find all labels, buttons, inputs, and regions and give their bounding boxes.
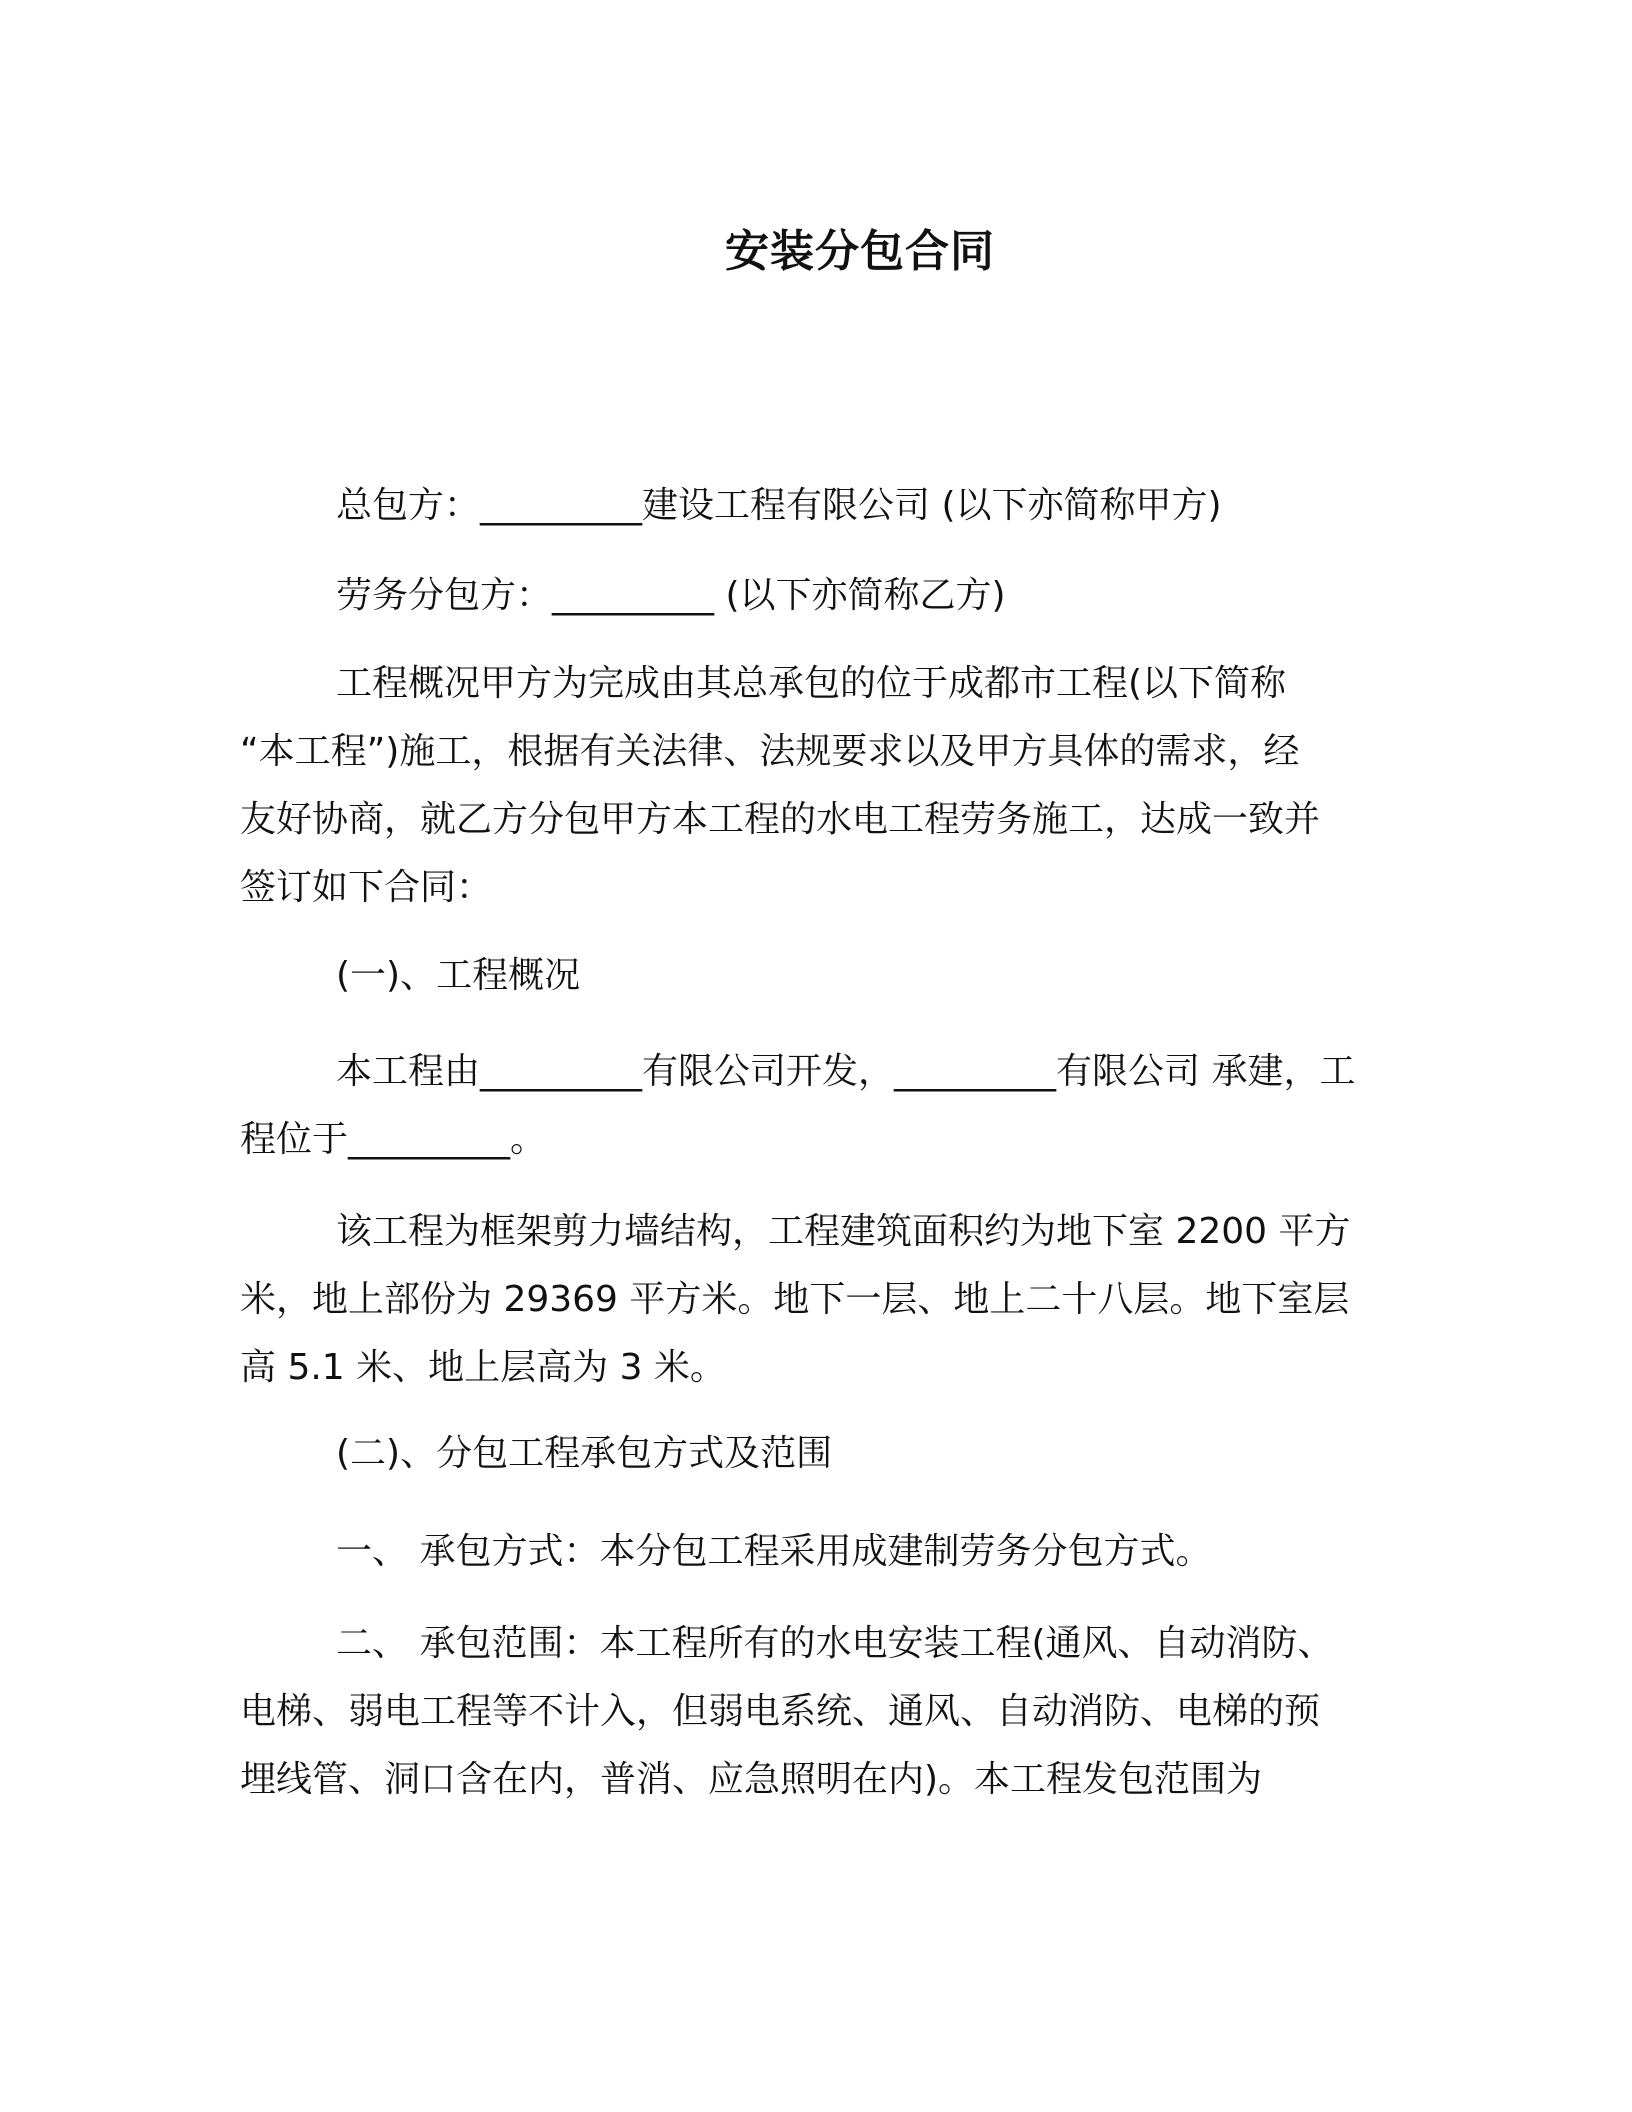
paragraph-line: “本工程”)施工，根据有关法律、法规要求以及甲方具体的需求，经 <box>240 731 1300 772</box>
paragraph-line: 该工程为框架剪力墙结构，工程建筑面积约为地下室 2200 平方 <box>336 1211 1351 1252</box>
paragraph-line: 总包方：_________建设工程有限公司 (以下亦简称甲方) <box>336 485 1222 526</box>
paragraph-labor-subcontractor <box>240 562 1380 630</box>
section-heading-line: (二)、分包工程承包方式及范围 <box>336 1433 833 1474</box>
section-heading-project-overview <box>240 942 1380 1010</box>
paragraph-line: 电梯、弱电工程等不计入，但弱电系统、通风、自动消防、电梯的预 <box>240 1691 1321 1732</box>
paragraph-line: 高 5.1 米、地上层高为 3 米。 <box>240 1347 726 1388</box>
paragraph-line: 签订如下合同： <box>240 867 493 908</box>
section-heading-subcontract-scope <box>240 1420 1380 1488</box>
paragraph-line: 友好协商，就乙方分包甲方本工程的水电工程劳务施工，达成一致并 <box>240 799 1321 840</box>
paragraph-developer-builder <box>240 1038 1380 1174</box>
paragraph-general-contractor <box>240 472 1380 540</box>
paragraph-line: 埋线管、洞口含在内，普消、应急照明在内)。本工程发包范围为 <box>240 1759 1263 1800</box>
paragraph-contract-scope <box>240 1610 1380 1814</box>
paragraph-line: 劳务分包方：_________ (以下亦简称乙方) <box>336 575 1006 616</box>
paragraph-line: 二、 承包范围：本工程所有的水电安装工程(通风、自动消防、 <box>336 1623 1334 1664</box>
paragraph-contract-method <box>240 1518 1380 1586</box>
paragraph-line: 工程概况甲方为完成由其总承包的位于成都市工程(以下简称 <box>336 663 1287 704</box>
paragraph-line: 本工程由_________有限公司开发，_________有限公司 承建，工 <box>336 1051 1356 1092</box>
paragraph-line: 一、 承包方式：本分包工程采用成建制劳务分包方式。 <box>336 1531 1212 1572</box>
paragraph-line: 米，地上部份为 29369 平方米。地下一层、地上二十八层。地下室层 <box>240 1279 1350 1320</box>
document-title: 安装分包合同 <box>725 226 995 277</box>
paragraph-structure-area <box>240 1198 1380 1402</box>
paragraph-project-overview-intro <box>240 650 1380 922</box>
paragraph-line: 程位于_________。 <box>240 1119 547 1160</box>
section-heading-line: (一)、工程概况 <box>336 955 581 996</box>
